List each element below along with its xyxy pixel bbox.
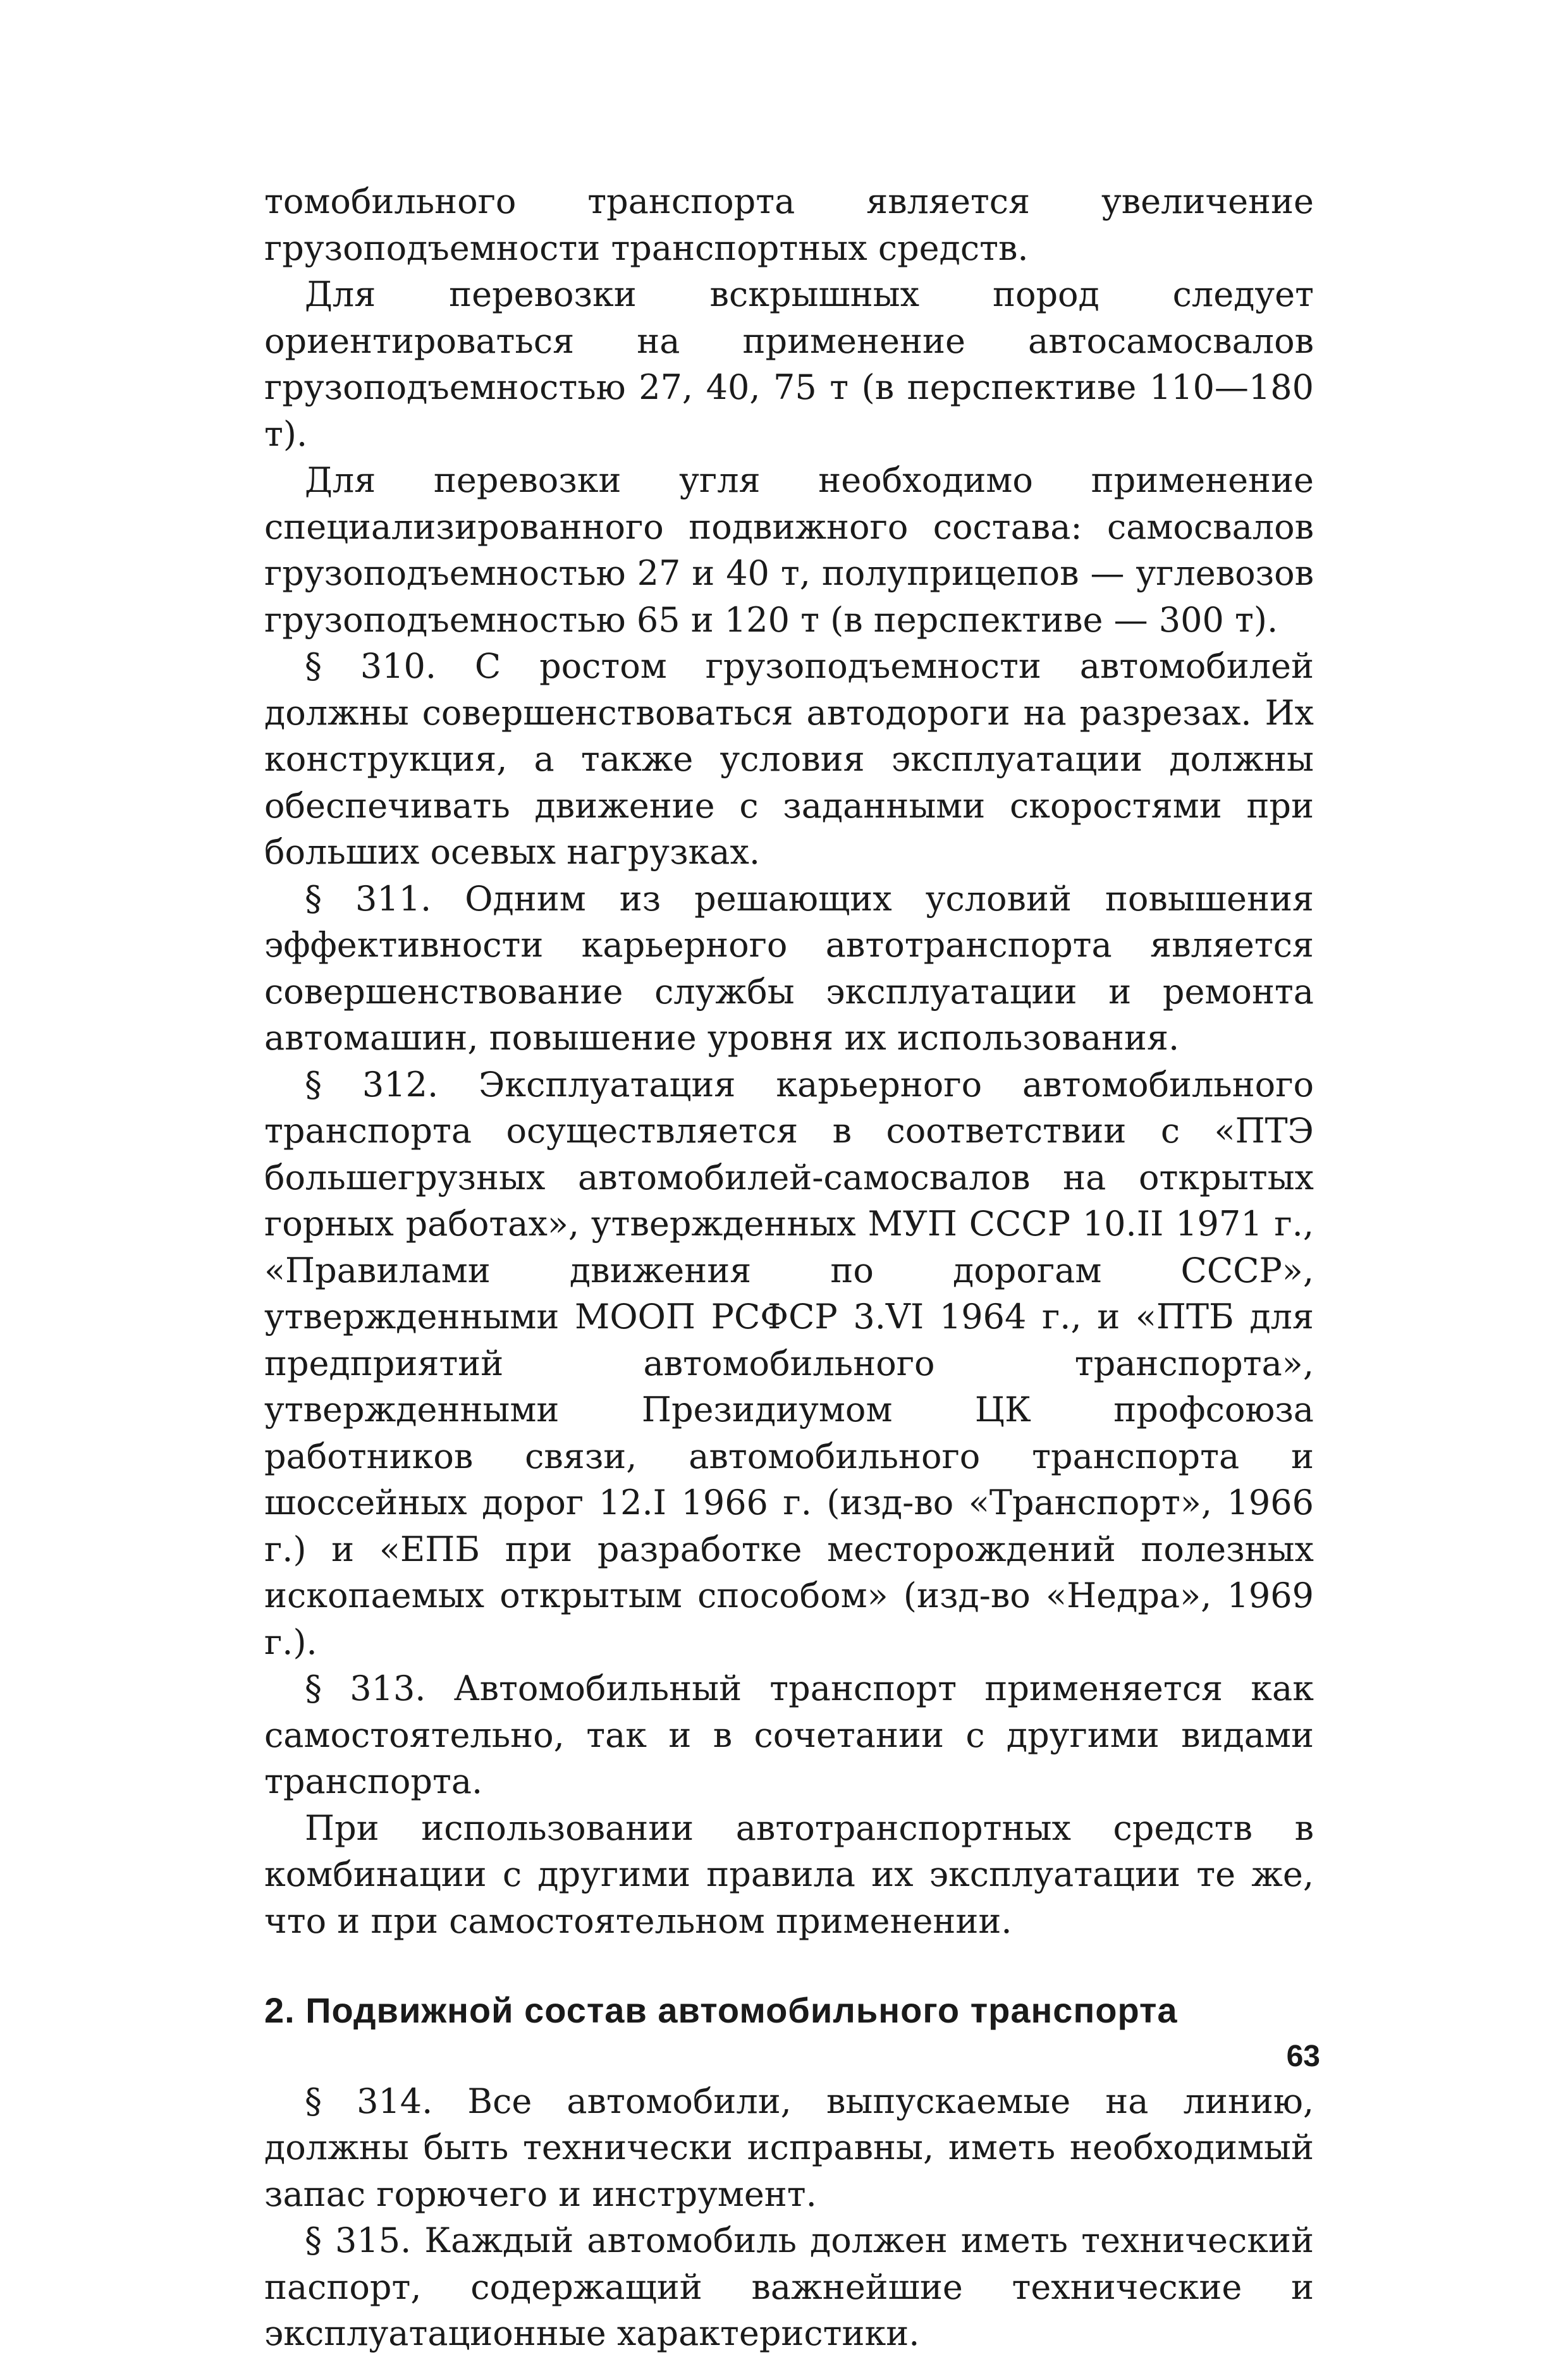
- paragraph-section-314: § 314. Все автомобили, выпускаемые на линию, должны быть технически исправны, иметь необходимый запас горючего и инструмент.: [264, 2081, 1314, 2214]
- paragraph: Для перевозки вскрышных пород следует ориентироваться на применение автосамосвалов грузоподъемностью 27, 40, 75 т (в перспективе 110—180 т).: [264, 274, 1314, 454]
- page-number: 63: [1286, 2040, 1320, 2073]
- paragraph-section-310: § 310. С ростом грузоподъемности автомобилей должны совершенствоваться автодороги на разрезах. Их конструкция, а также условия эксплуатации должны обеспечивать движение с заданными скоростями при больших осевых нагрузках.: [264, 646, 1314, 872]
- paragraph-section-312: § 312. Эксплуатация карьерного автомобильного транспорта осуществляется в соответствии с «ПТЭ большегрузных автомобилей-самосвалов на открытых горных работах», утвержденных МУП СССР 10.II 1971 г., «Правилами движения по дорогам СССР», утвержденными МООП РСФСР 3.VI 1964 г., и «ПТБ для предприятий автомобильного транспорта», утвержденными Президиумом ЦК профсоюза работников связи, автомобильного транспорта и шоссейных дорог 12.I 1966 г. (изд-во «Транспорт», 1966 г.) и «ЕПБ при разработке месторождений полезных ископаемых открытым способом» (изд-во «Недра», 1969 г.).: [264, 1064, 1314, 1662]
- paragraph: Для перевозки угля необходимо применение специализированного подвижного состава: самосвалов грузоподъемностью 27 и 40 т, полуприцепов — углевозов грузоподъемностью 65 и 120 т (в перспективе — 300 т).: [264, 460, 1314, 640]
- section-heading: 2. Подвижной состав автомобильного транспорта: [264, 1990, 1178, 2030]
- paragraph-section-311: § 311. Одним из решающих условий повышения эффективности карьерного автотранспорта является совершенствование службы эксплуатации и ремонта автомашин, повышение уровня их использования.: [264, 878, 1314, 1058]
- paragraph: При использовании автотранспортных средств в комбинации с другими правила их эксплуатации те же, что и при самостоятельном применении.: [264, 1808, 1314, 1941]
- paragraph-continuation: томобильного транспорта является увеличение грузоподъемности транспортных средств.: [264, 181, 1314, 268]
- paragraph-section-315: § 315. Каждый автомобиль должен иметь технический паспорт, содержащий важнейшие технические и эксплуатационные характеристики.: [264, 2220, 1314, 2353]
- paragraph-section-313: § 313. Автомобильный транспорт применяется как самостоятельно, так и в сочетании с другими видами транспорта.: [264, 1668, 1314, 1801]
- page-body: [264, 178, 1314, 2357]
